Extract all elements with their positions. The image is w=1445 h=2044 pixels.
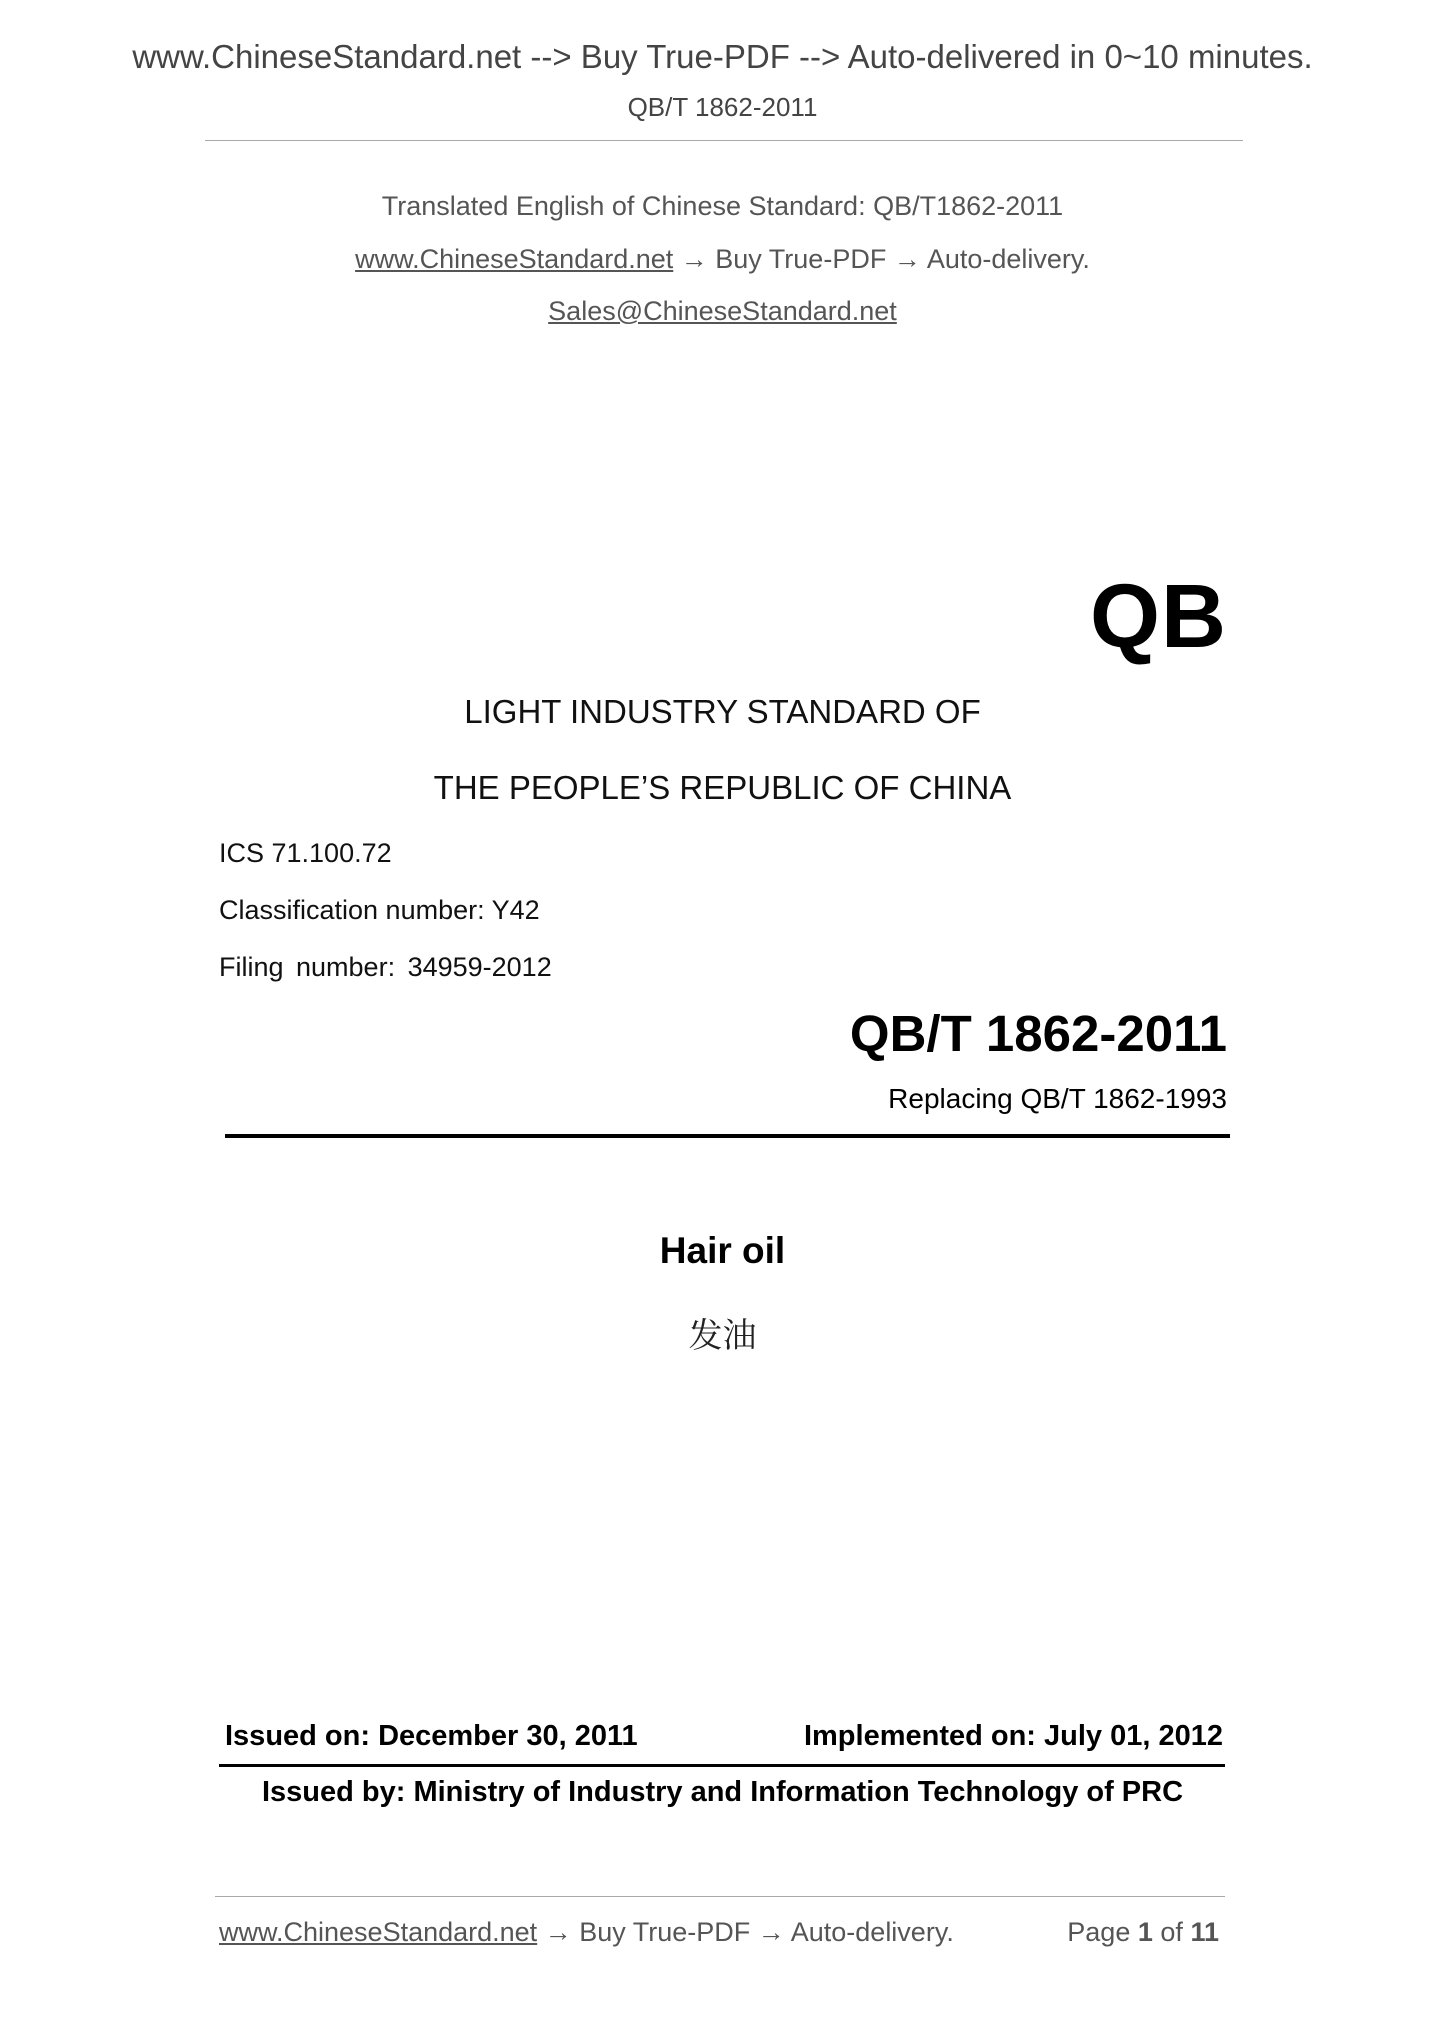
sales-line (0, 296, 1445, 327)
footer-buy-text: → Buy True-PDF → Auto-delivery. (537, 1917, 954, 1947)
qb-logo: QB (1090, 567, 1227, 667)
header-banner: www.ChineseStandard.net --> Buy True-PDF --> Auto-delivered in 0~10 minutes. (132, 38, 1313, 75)
page-label: Page (1067, 1917, 1131, 1947)
footer-site-link[interactable]: www.ChineseStandard.net (219, 1917, 538, 1947)
header-divider (205, 140, 1243, 141)
page-indicator (1067, 1917, 1219, 1948)
ics-code: ICS 71.100.72 (219, 838, 392, 868)
site-link[interactable]: www.ChineseStandard.net (355, 244, 674, 274)
issued-by: Issued by: Ministry of Industry and Information Technology of PRC (261, 1776, 1184, 1808)
issue-divider (219, 1764, 1225, 1767)
title-divider (225, 1134, 1230, 1138)
standard-title-line2: THE PEOPLE’S REPUBLIC OF CHINA (433, 769, 1012, 806)
page-total: 11 (1190, 1917, 1219, 1947)
translated-title: Translated English of Chinese Standard: QB/T1862-2011 (381, 191, 1064, 221)
sales-email-link[interactable]: Sales@ChineseStandard.net (548, 296, 897, 326)
buy-line (0, 244, 1445, 275)
document-title-en: Hair oil (659, 1230, 786, 1271)
of-label: of (1160, 1917, 1183, 1947)
replacing-note: Replacing QB/T 1862-1993 (888, 1083, 1227, 1114)
implemented-on-date: Implemented on: July 01, 2012 (803, 1720, 1223, 1752)
document-title-zh: 发油 (688, 1317, 757, 1355)
standard-title-line1: LIGHT INDUSTRY STANDARD OF (464, 693, 981, 730)
standard-number: QB/T 1862-2011 (849, 1005, 1227, 1062)
issued-on-date: Issued on: December 30, 2011 (225, 1720, 638, 1752)
footer-divider (215, 1896, 1225, 1897)
classification-number: Classification number: Y42 (219, 895, 540, 925)
page-number: 1 (1137, 1917, 1153, 1947)
header-standard-code: QB/T 1862-2011 (627, 92, 818, 122)
footer-buy-line (219, 1917, 954, 1948)
filing-number: Filing number: 34959-2012 (219, 952, 552, 982)
buy-text: → Buy True-PDF → Auto-delivery. (673, 244, 1090, 274)
